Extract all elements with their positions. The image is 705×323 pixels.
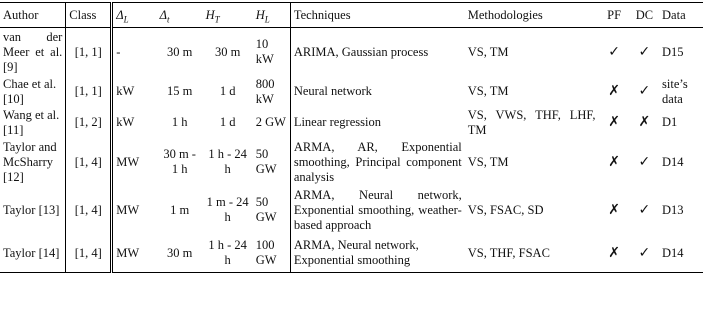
cell-author: Taylor and McSharry [12] bbox=[0, 138, 66, 186]
header-methodologies: Methodologies bbox=[465, 3, 599, 28]
check-mark-icon: ✓ bbox=[638, 201, 651, 218]
cell-author: Taylor [14] bbox=[0, 234, 66, 273]
table-row bbox=[0, 138, 703, 186]
table-row bbox=[0, 76, 703, 107]
table-row bbox=[0, 234, 703, 273]
cell-h-l: 50 GW bbox=[253, 186, 291, 234]
cell-delta-t: 30 m bbox=[157, 234, 203, 273]
cell-delta-t: 30 m - 1 h bbox=[163, 147, 196, 176]
cell-methodologies: VS, FSAC, SD bbox=[467, 202, 544, 217]
header-row bbox=[0, 3, 703, 28]
cross-mark-icon: ✗ bbox=[608, 114, 620, 130]
cell-class: [1, 4] bbox=[66, 186, 112, 234]
cell-h-l: 10 kW bbox=[253, 28, 291, 77]
check-mark-icon: ✓ bbox=[608, 43, 620, 60]
header-techniques: Techniques bbox=[290, 3, 464, 28]
header-data: Data bbox=[659, 3, 703, 28]
cell-h-t: 30 m bbox=[214, 44, 241, 59]
cell-techniques: ARIMA, Gaussian process bbox=[293, 44, 429, 59]
cell-delta-l: MW bbox=[116, 154, 140, 169]
cell-h-l: 800 kW bbox=[253, 76, 291, 107]
cell-delta-l: kW bbox=[116, 115, 135, 129]
cell-methodologies: VS, TM bbox=[467, 84, 509, 98]
check-mark-icon: ✓ bbox=[638, 153, 651, 170]
cell-data: D13 bbox=[662, 202, 684, 217]
cell-class: [1, 4] bbox=[66, 138, 112, 186]
cell-data: site’s data bbox=[662, 76, 688, 106]
cross-mark-icon: ✗ bbox=[608, 201, 620, 218]
cell-delta-l: MW bbox=[116, 202, 140, 217]
header-dc: DC bbox=[630, 3, 659, 28]
cell-h-t: 1 h - 24 h bbox=[208, 147, 247, 176]
cell-author: van der Meer et al. [9] bbox=[0, 28, 66, 77]
cell-methodologies: VS, TM bbox=[467, 154, 509, 169]
check-mark-icon: ✓ bbox=[630, 234, 659, 273]
table-row bbox=[0, 186, 703, 234]
header-h-t: $H_T$ bbox=[203, 3, 253, 28]
cell-h-t: 1 h - 24 h bbox=[203, 234, 253, 273]
cell-h-l: 50 GW bbox=[253, 138, 291, 186]
cell-h-t: 1 m - 24 h bbox=[206, 195, 249, 224]
cell-data: D1 bbox=[662, 115, 678, 129]
cell-delta-t: 1 h bbox=[171, 115, 188, 129]
cell-h-t: 1 d bbox=[219, 84, 236, 98]
cell-techniques: ARMA, AR, Exponential smoothing, Principal component analysis bbox=[293, 139, 462, 184]
cell-data: D15 bbox=[662, 44, 684, 59]
cross-mark-icon: ✗ bbox=[638, 114, 651, 130]
cell-author: Chae et al. [10] bbox=[0, 76, 66, 107]
header-author: Author bbox=[0, 3, 66, 28]
cell-techniques: Neural network bbox=[293, 84, 372, 98]
header-h-l: $H_L$ bbox=[253, 3, 291, 28]
cell-delta-l: kW bbox=[116, 84, 135, 98]
cell-data: D14 bbox=[662, 154, 684, 169]
cell-class: [1, 1] bbox=[66, 76, 112, 107]
cell-class: [1, 2] bbox=[66, 107, 112, 138]
cell-delta-t: 1 m bbox=[170, 202, 190, 217]
cell-delta-t: 30 m bbox=[166, 44, 193, 59]
cell-delta-t: 15 m bbox=[166, 84, 193, 98]
cell-delta-l: MW bbox=[112, 234, 157, 273]
cell-methodologies: VS, TM bbox=[467, 44, 509, 59]
cross-mark-icon: ✗ bbox=[608, 83, 620, 99]
check-mark-icon: ✓ bbox=[638, 83, 651, 99]
cross-mark-icon: ✗ bbox=[598, 234, 629, 273]
cell-class: [1, 1] bbox=[66, 28, 112, 77]
cell-h-t: 1 d bbox=[219, 115, 236, 129]
header-delta-t: $\Delta_t$ bbox=[157, 3, 203, 28]
cell-author: Wang et al. [11] bbox=[0, 107, 66, 138]
cell-author: Taylor [13] bbox=[0, 186, 66, 234]
table-row bbox=[0, 107, 703, 138]
cross-mark-icon: ✗ bbox=[608, 153, 620, 170]
cell-techniques: Linear regression bbox=[293, 115, 381, 129]
header-class: Class bbox=[66, 3, 112, 28]
cell-methodologies: VS, THF, FSAC bbox=[465, 234, 599, 273]
cell-techniques: ARMA, Neural network, Exponential smoothing, weather-based approach bbox=[293, 187, 462, 232]
cell-techniques: ARMA, Neural network, Exponential smoothing bbox=[290, 234, 464, 273]
check-mark-icon: ✓ bbox=[638, 43, 651, 60]
cell-methodologies: VS, VWS, THF, LHF, TM bbox=[467, 107, 596, 137]
header-delta-l: $\Delta_L$ bbox=[112, 3, 157, 28]
table-row bbox=[0, 28, 703, 77]
cell-h-l: 100 GW bbox=[253, 234, 291, 273]
cell-h-l: 2 GW bbox=[253, 107, 291, 138]
cell-delta-l: - bbox=[116, 44, 121, 59]
cell-data: D14 bbox=[659, 234, 703, 273]
header-pf: PF bbox=[598, 3, 629, 28]
literature-comparison-table bbox=[0, 2, 703, 273]
cell-class: [1, 4] bbox=[66, 234, 112, 273]
